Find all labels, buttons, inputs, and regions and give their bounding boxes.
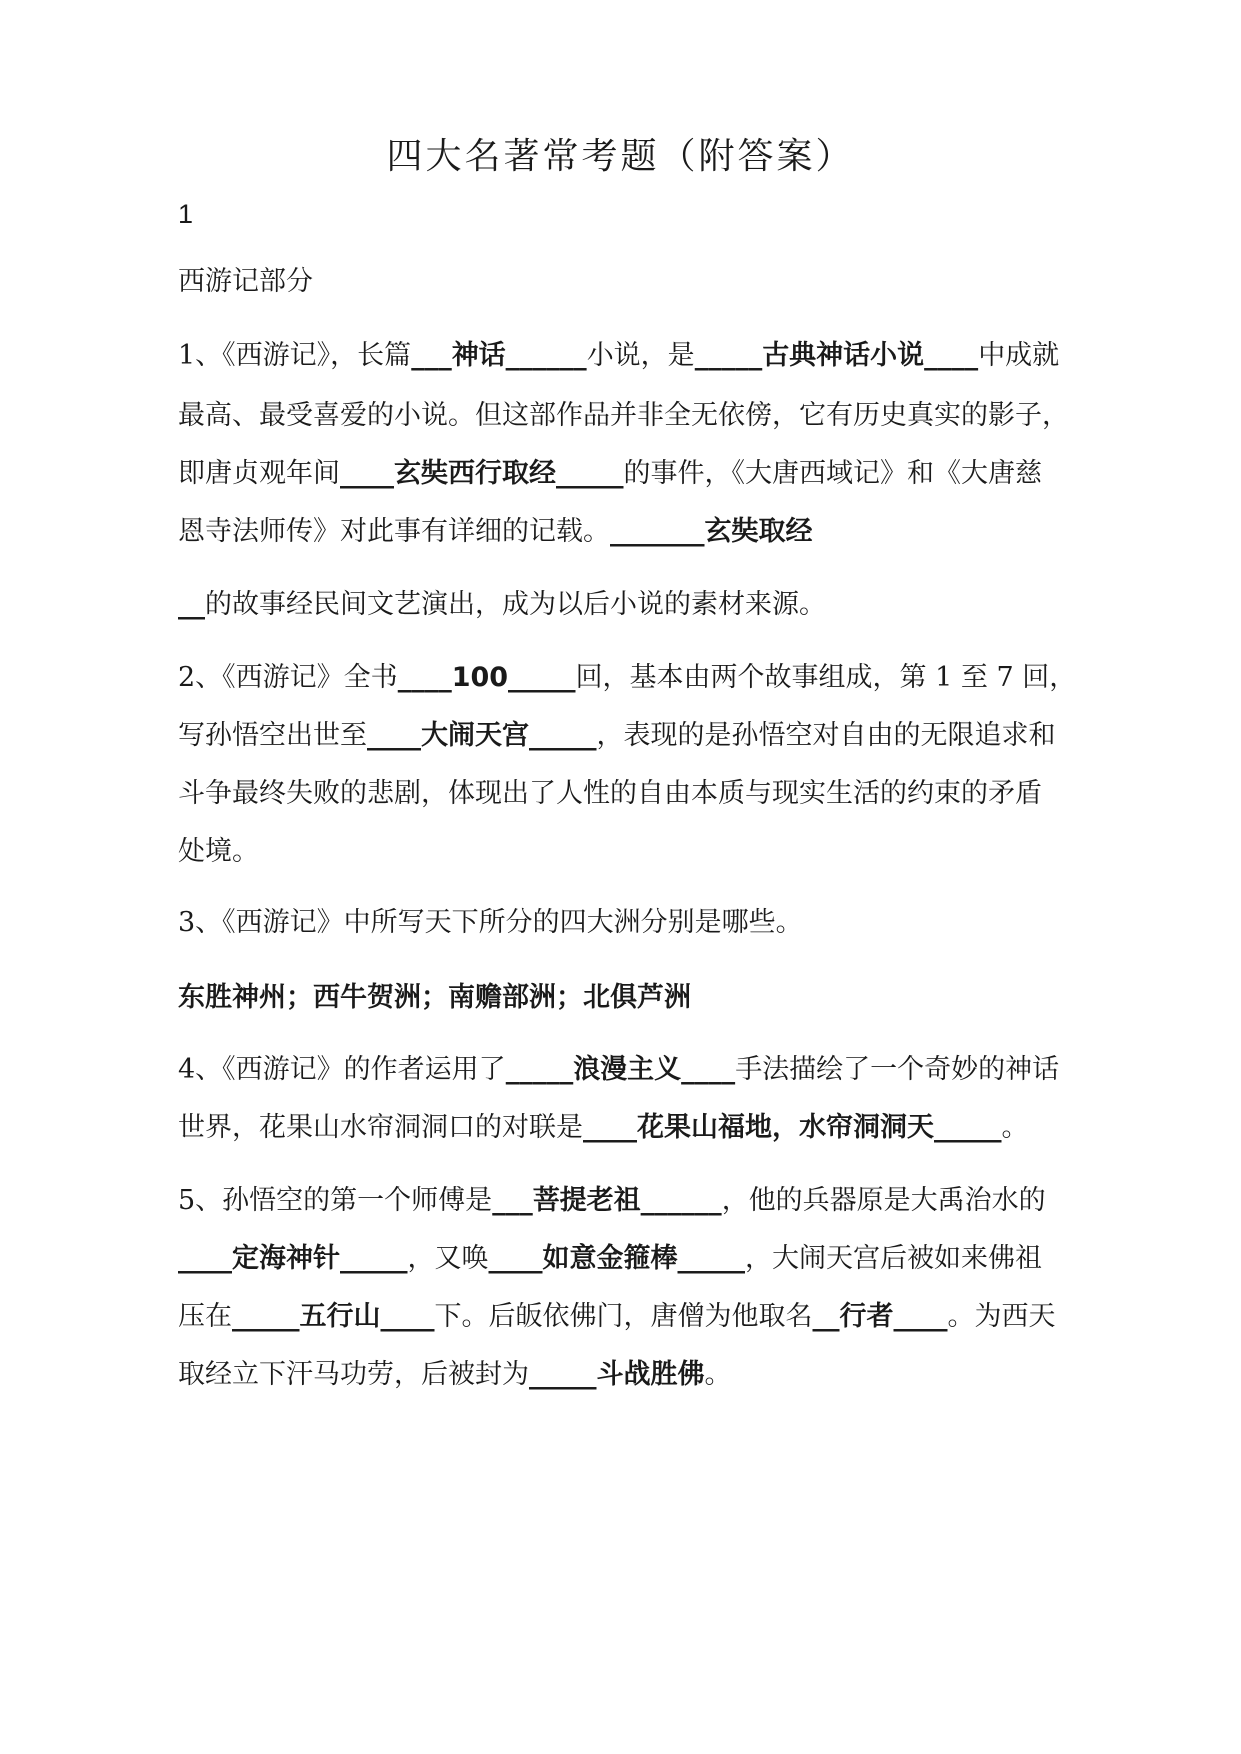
- q1-text: 恩寺法师传》对此事有详细的记载。: [178, 516, 610, 547]
- q5-answer-3: ____如意金箍棒_____: [488, 1243, 745, 1274]
- q4-answer-1: _____浪漫主义____: [505, 1054, 736, 1085]
- page-number: 1: [178, 199, 194, 229]
- q4-answer-2: ____花果山福地，水帘洞洞天_____: [583, 1112, 1002, 1143]
- q4-text: 手法描绘了一个奇妙的神话: [735, 1054, 1060, 1085]
- q1-text: 1、《西游记》，长篇: [178, 340, 412, 371]
- q1-text: 的故事经民间文艺演出，成为以后小说的素材来源。: [205, 589, 826, 620]
- q1-text: 中成就: [978, 340, 1060, 371]
- section-heading: 西游记部分: [178, 266, 313, 297]
- q1-answer-4-tail: __: [178, 589, 205, 620]
- q1-line-4: [178, 514, 813, 550]
- q5-text: 下。后皈依佛门，唐僧为他取名: [434, 1301, 813, 1332]
- q2-answer-1: ____100_____: [397, 662, 576, 693]
- q5-text: 取经立下汗马功劳，后被封为: [178, 1359, 529, 1390]
- q1-answer-1: ___神话______: [411, 340, 587, 371]
- q5-answer-5: __行者____: [812, 1301, 948, 1332]
- q2-text: 回，基本由两个故事组成，第 1 至 7 回，: [575, 662, 1077, 693]
- q1-line-5: [178, 587, 826, 623]
- q4-text: 4、《西游记》的作者运用了: [178, 1054, 506, 1085]
- q4-line-2: [178, 1110, 1029, 1146]
- q5-line-1: [178, 1183, 1046, 1219]
- q4-text: 世界，花果山水帘洞洞口的对联是: [178, 1112, 583, 1143]
- q2-text: 写孙悟空出世至: [178, 720, 367, 751]
- q5-text: 。为西天: [947, 1301, 1056, 1332]
- q2-line-1: [178, 660, 1076, 696]
- q1-answer-2: _____古典神话小说____: [694, 340, 979, 371]
- q2-answer-2: ____大闹天宫_____: [367, 720, 597, 751]
- q5-text: 压在: [178, 1301, 232, 1332]
- q2-line-3: 斗争最终失败的悲剧，体现出了人性的自由本质与现实生活的约束的矛盾: [178, 778, 1042, 809]
- q3-line-1: 3、《西游记》中所写天下所分的四大洲分别是哪些。: [178, 907, 803, 938]
- q1-text: 即唐贞观年间: [178, 458, 340, 489]
- q5-text: 。: [704, 1359, 732, 1390]
- q5-line-3: [178, 1299, 1056, 1335]
- q2-line-2: [178, 718, 1056, 754]
- q2-line-4: 处境。: [178, 836, 259, 867]
- q5-text: 5、孙悟空的第一个师傅是: [178, 1185, 493, 1216]
- q2-text: 2、《西游记》全书: [178, 662, 398, 693]
- q5-answer-6: _____斗战胜佛: [529, 1359, 705, 1390]
- q4-text: 。: [1001, 1112, 1029, 1143]
- q5-text: ，大闹天宫后被如来佛祖: [745, 1243, 1042, 1274]
- q5-line-4: [178, 1357, 732, 1393]
- q1-line-1: [178, 338, 1059, 374]
- q5-answer-2: ____定海神针_____: [178, 1243, 408, 1274]
- q3-answer: 东胜神州；西牛贺洲；南赡部洲；北俱芦洲: [178, 982, 691, 1013]
- q5-text: ，他的兵器原是大禹治水的: [721, 1185, 1046, 1216]
- q5-text: ，又唤: [407, 1243, 489, 1274]
- q1-text: 的事件，《大唐西域记》和《大唐慈: [623, 458, 1042, 489]
- q1-line-3: [178, 456, 1042, 492]
- q1-text: 小说，是: [586, 340, 695, 371]
- q5-answer-4: _____五行山____: [232, 1301, 435, 1332]
- q1-answer-4: _______玄奘取经: [610, 516, 813, 547]
- q1-line-2: 最高、最受喜爱的小说。但这部作品并非全无依傍，它有历史真实的影子，: [178, 400, 1069, 431]
- q5-answer-1: ___菩提老祖______: [492, 1185, 722, 1216]
- q2-text: ，表现的是孙悟空对自由的无限追求和: [596, 720, 1056, 751]
- q4-line-1: [178, 1052, 1059, 1088]
- q5-line-2: [178, 1241, 1042, 1277]
- page-title: 四大名著常考题（附答案）: [386, 136, 855, 177]
- q1-answer-3: ____玄奘西行取经_____: [340, 458, 624, 489]
